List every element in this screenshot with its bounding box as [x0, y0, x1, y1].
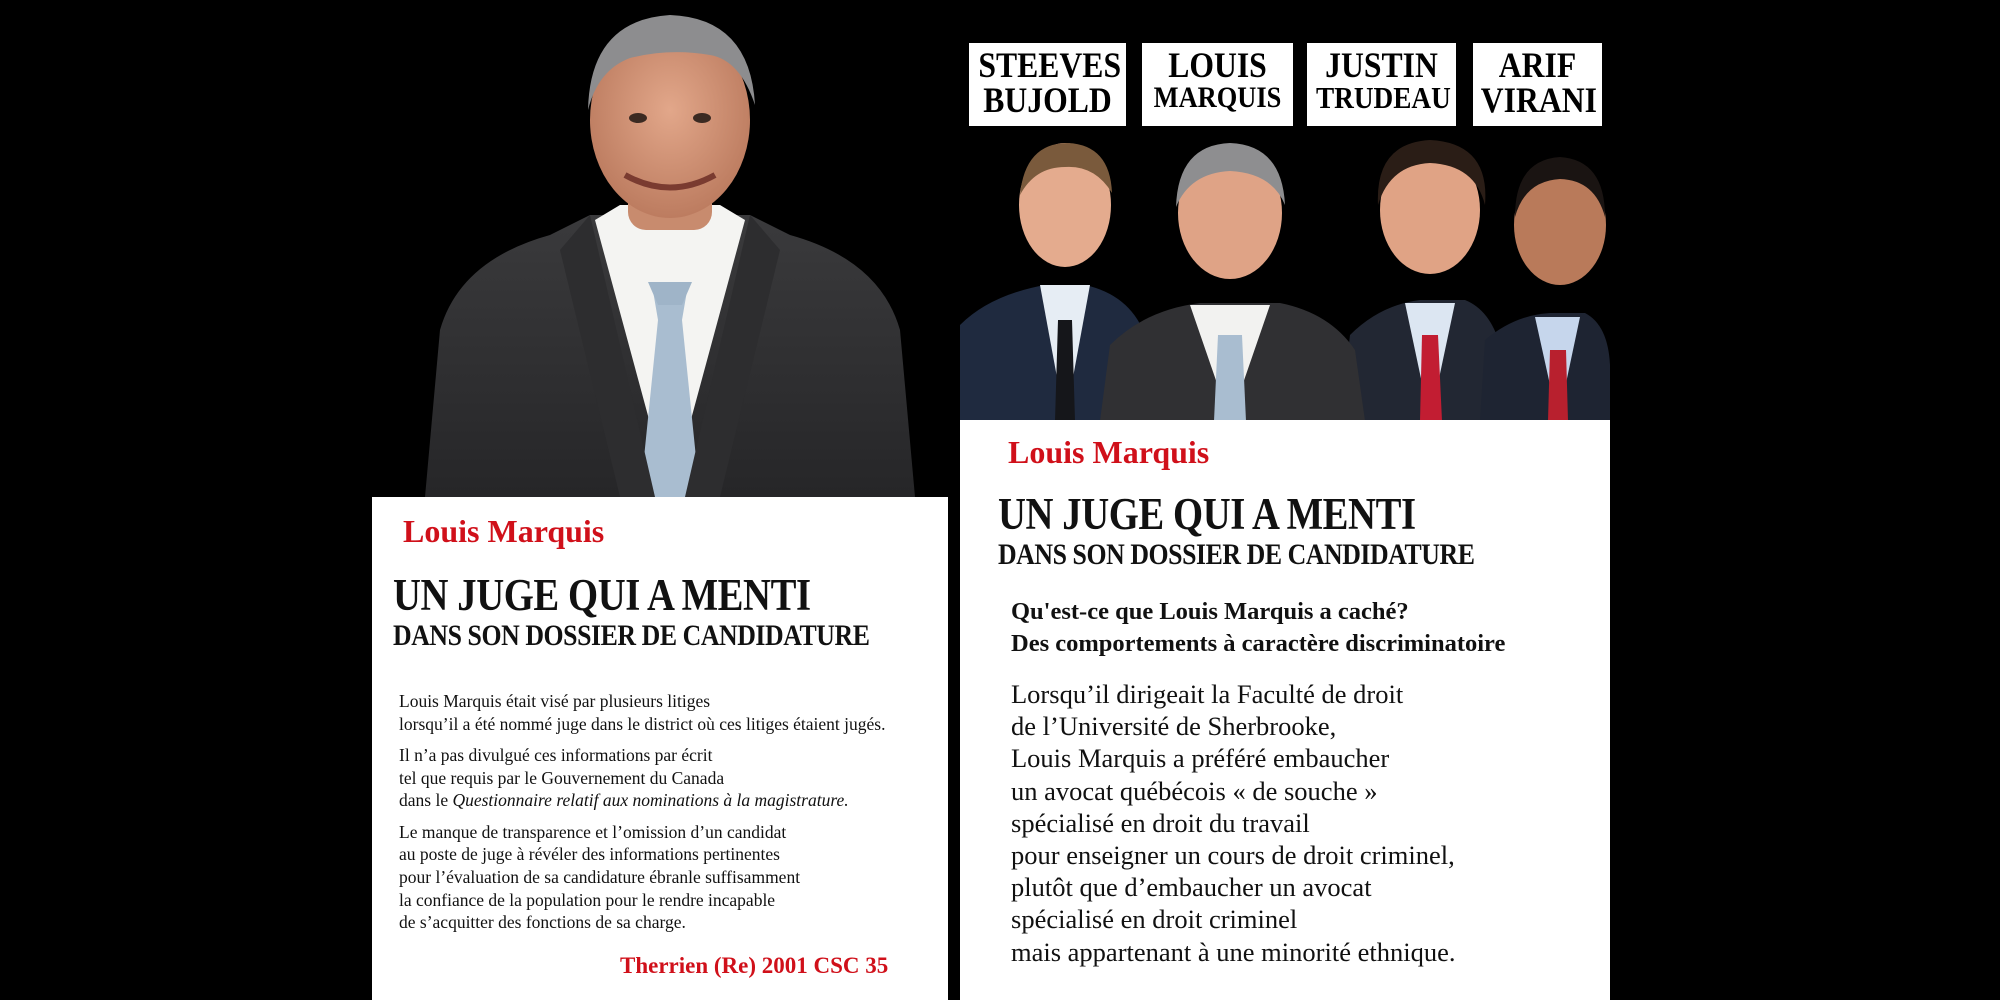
card-headline: UN JUGE QUI A MENTI — [393, 570, 811, 620]
left-info-card — [372, 497, 948, 1000]
card-name: Louis Marquis — [403, 513, 605, 549]
body-line: au poste de juge à révéler des informations pertinentes — [399, 844, 780, 865]
name-line: LOUIS — [1168, 45, 1267, 85]
body-line — [399, 789, 939, 812]
name-label-trudeau — [1304, 40, 1459, 129]
legal-citation: Therrien (Re) 2001 CSC 35 — [620, 953, 889, 978]
story-line: Lorsqu’il dirigeait la Faculté de droit — [1011, 679, 1404, 709]
name-line: TRUDEAU — [1315, 80, 1451, 116]
story-line: Louis Marquis a préféré embaucher — [1011, 743, 1390, 774]
group-photo — [960, 135, 1610, 421]
story-line: pour enseigner un cours de droit criminel, — [1011, 839, 1455, 870]
name-line: MARQUIS — [1153, 81, 1282, 115]
question-block — [1011, 596, 1505, 660]
name-label-virani — [1470, 40, 1605, 129]
card-subheadline: DANS SON DOSSIER DE CANDIDATURE — [998, 538, 1475, 571]
questionnaire-title: Questionnaire relatif aux nominations à la magistrature. — [452, 790, 849, 811]
name-line: STEEVES — [978, 45, 1122, 85]
story-line: plutôt que d’embaucher un avocat — [1011, 872, 1372, 903]
story-line: spécialisé en droit criminel — [1011, 904, 1298, 935]
card-name: Louis Marquis — [1008, 434, 1210, 470]
body-line: Il n’a pas divulgué ces informations par écrit — [399, 745, 713, 766]
question-line: Des comportements à caractère discriminatoire — [1011, 629, 1506, 657]
question-line: Qu'est-ce que Louis Marquis a caché? — [1011, 598, 1409, 625]
card-body — [399, 681, 939, 943]
name-line: ARIF — [1498, 45, 1577, 85]
card-subheadline: DANS SON DOSSIER DE CANDIDATURE — [393, 619, 870, 652]
body-line: Le manque de transparence et l’omission d’un candidat — [399, 821, 787, 842]
body-line: la confiance de la population pour le rendre incapable — [399, 889, 776, 910]
body-line: de s’acquitter des fonctions de sa charge. — [399, 912, 686, 933]
body-line: tel que requis par le Gouvernement du Canada — [399, 767, 725, 788]
story-line: de l’Université de Sherbrooke, — [1011, 711, 1337, 742]
name-label-marquis — [1139, 40, 1296, 129]
body-prefix: dans le — [399, 790, 453, 811]
name-line: JUSTIN — [1325, 45, 1438, 85]
story-line: mais appartenant à une minorité ethnique. — [1011, 936, 1456, 967]
story-line: spécialisé en droit du travail — [1011, 807, 1310, 838]
story-line: un avocat québécois « de souche » — [1011, 775, 1378, 806]
name-line: BUJOLD — [983, 80, 1112, 121]
name-line: VIRANI — [1480, 80, 1597, 121]
body-line: pour l’évaluation de sa candidature ébranle suffisamment — [399, 866, 801, 887]
card-headline: UN JUGE QUI A MENTI — [998, 489, 1416, 539]
body-line: lorsqu’il a été nommé juge dans le district où ces litiges étaient jugés. — [399, 713, 886, 734]
portrait-photo-louis-marquis — [420, 0, 920, 497]
name-label-bujold — [966, 40, 1129, 129]
body-line: Louis Marquis était visé par plusieurs litiges — [399, 691, 711, 711]
story-body — [1011, 678, 1455, 968]
right-info-card — [960, 420, 1610, 1000]
